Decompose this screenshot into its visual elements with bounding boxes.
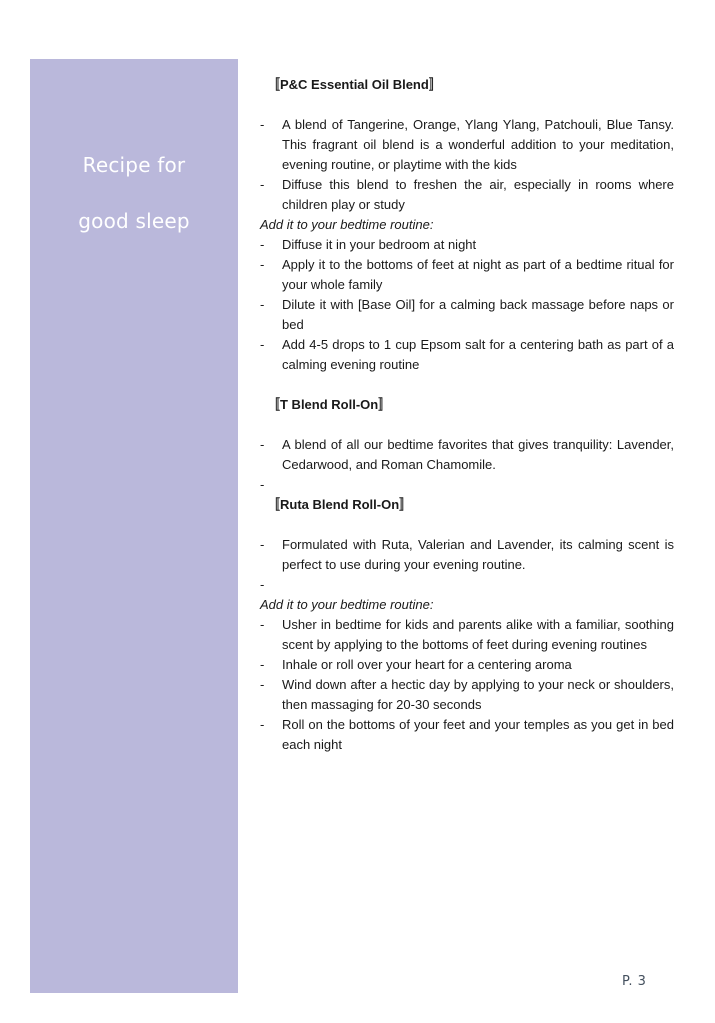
- list-item-text: Diffuse this blend to freshen the air, especially in rooms where children play or study: [282, 177, 674, 212]
- bullet-dash: -: [260, 437, 265, 452]
- routine-subheading: Add it to your bedtime routine:: [260, 597, 434, 612]
- list-item-text: Dilute it with [Base Oil] for a calming back massage before naps or bed: [282, 297, 674, 332]
- section-title: 〚Ruta Blend Roll-On〛: [267, 497, 413, 512]
- list-item-text: Apply it to the bottoms of feet at night as part of a bedtime ritual for your whole family: [282, 257, 674, 292]
- sidebar-panel: [30, 59, 238, 993]
- list-item-text: A blend of Tangerine, Orange, Ylang Ylang, Patchouli, Blue Tansy. This fragrant oil blend is a wonderful addition to your meditation, evening routine, or playtime with the kids: [282, 117, 674, 172]
- list-item-text: Wind down after a hectic day by applying to your neck or shoulders, then massaging for 20-30 seconds: [282, 677, 674, 712]
- bullet-dash: -: [260, 617, 265, 632]
- list-item-text: Inhale or roll over your heart for a centering aroma: [282, 657, 572, 672]
- page-number: P. 3: [622, 974, 647, 989]
- bullet-dash: -: [260, 337, 265, 352]
- section-t-blend-roll-on: [260, 395, 674, 495]
- section-ruta-blend-roll-on: [260, 495, 674, 755]
- sidebar-title-line1: Recipe for: [82, 153, 186, 177]
- list-item-text: Roll on the bottoms of your feet and your temples as you get in bed each night: [282, 717, 674, 752]
- list-item: [260, 235, 674, 255]
- list-item: [260, 655, 674, 675]
- bullet-dash: -: [260, 677, 265, 692]
- section-title: 〚T Blend Roll-On〛: [267, 397, 392, 412]
- list-item: [260, 435, 674, 475]
- list-item-text: Formulated with Ruta, Valerian and Lavender, its calming scent is perfect to use during your evening routine.: [282, 537, 674, 572]
- list-item: [260, 335, 674, 375]
- list-item: [260, 715, 674, 755]
- list-item: [260, 615, 674, 655]
- bullet-dash: -: [260, 177, 265, 192]
- empty-list-item: [260, 475, 674, 495]
- section-title: 〚P&C Essential Oil Blend〛: [267, 77, 442, 92]
- list-item-text: Diffuse it in your bedroom at night: [282, 237, 477, 252]
- bullet-dash: -: [260, 577, 265, 592]
- main-content: [260, 75, 674, 755]
- bullet-dash: -: [260, 257, 265, 272]
- list-item: [260, 255, 674, 295]
- routine-subheading: Add it to your bedtime routine:: [260, 217, 434, 232]
- bullet-dash: -: [260, 537, 265, 552]
- list-item-text: Usher in bedtime for kids and parents alike with a familiar, soothing scent by applying to the bottoms of feet during evening routines: [282, 617, 674, 652]
- bullet-dash: -: [260, 237, 265, 252]
- list-item: [260, 175, 674, 215]
- bullet-dash: -: [260, 117, 265, 132]
- bullet-dash: -: [260, 477, 265, 492]
- list-item: [260, 675, 674, 715]
- list-item: [260, 535, 674, 575]
- section-pc-essential-oil-blend: [260, 75, 674, 375]
- list-item: [260, 115, 674, 175]
- bullet-dash: -: [260, 717, 265, 732]
- bullet-dash: -: [260, 657, 265, 672]
- list-item-text: A blend of all our bedtime favorites that gives tranquility: Lavender, Cedarwood, and Roman Chamomile.: [282, 437, 674, 472]
- list-item: [260, 295, 674, 335]
- empty-list-item: [260, 575, 674, 595]
- sidebar-title-line2: good sleep: [78, 209, 190, 233]
- list-item-text: Add 4-5 drops to 1 cup Epsom salt for a centering bath as part of a calming evening routine: [282, 337, 674, 372]
- bullet-dash: -: [260, 297, 265, 312]
